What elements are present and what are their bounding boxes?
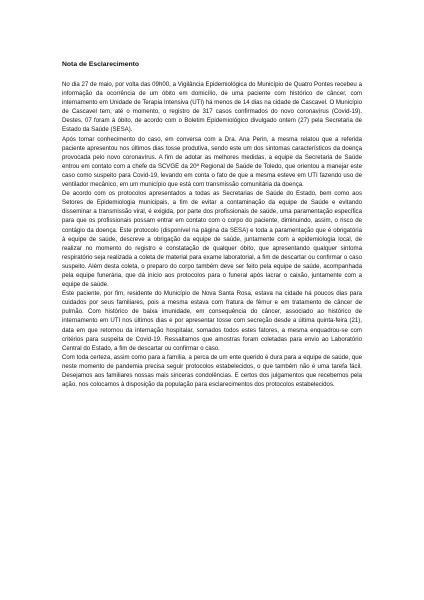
paragraph-4: Este paciente, por fim, residente do Município de Nova Santa Rosa, estava na cidade há poucos dias para cuidados por seus familiares, pois a mesma estava com fratura de fêmur e em tratamento de câncer de pulmão. Com histórico de baixa imunidade, em consequência do câncer, associado ao histórico de internamento em UTI nos últimos dias e por apresentar tosse com secreção desde a última quinta-feira (21), data em que retornou da internação hospitalar, somados todos estes fatores, a mesma enquadrou-se com critérios para suspeita de Covid-19. Ressaltamos que amostras foram coletadas para envio ao Laboratório Central do Estado, a fim de descartar ou confirmar o caso. [62, 290, 362, 352]
paragraph-5: Com toda certeza, assim como para a família, a perca de um ente querido é dura para a equipe de saúde, que neste momento de pandemia precisa seguir protocolos estabelecidos, o que também não é uma tarefa fácil. Desejamos aos familiares nossas mais sinceras condolências. E certos dos julgamentos que recebemos pela ação, nos colocamos à disposição da população para esclarecimentos dos protocolos estabelecidos. [62, 353, 362, 389]
document-title: Nota de Esclarecimento [62, 61, 140, 68]
paragraph-2: Após tomar conhecimento do caso, em conversa com a Dra. Ana Perin, a mesma relatou que a referida paciente apresentou nos últimos dias tosse produtiva, sendo este um dos sintomas característicos da doença provocada pelo novo coronavírus. A fim de adotar as melhores medidas, a equipe da Secretaria de Saúde entrou em contato com a chefe da SCVGE da 20ª Regional de Saúde de Toledo, que orientou a manejar este caso como suspeito para Covid-19, levando em conta o fato de que a mesma esteve em UTI fazendo uso de ventilador mecânico, em um município que está com transmissão comunitária da doença. [62, 135, 362, 189]
paragraph-3: De acordo com os protocolos apresentados a todas as Secretarias de Saúde do Estado, bem como aos Setores de Epidemiologia municipais, a fim de evitar a contaminação da equipe de Saúde e evitando disseminar a transmissão viral, é exigida, por parte dos profissionais de saúde, uma paramentação específica para que os profissionais possam entrar em contato com o corpo do paciente, diminuindo, assim, o risco de contágio da doença. Este protocolo (disponível na página da SESA) e toda a paramentação que é obrigatória à equipe de saúde, descreve a obrigação da equipe de saúde, juntamente com a epidemiologia local, de realizar no momento do registro e constatação de qualquer óbito, que apresentando qualquer sintoma respiratório seja realizada a coleta de material para exame laboratorial, a fim de descartar ou confirmar o caso suspeito. Além desta coleta, o preparo do corpo também deve ser feito pela equipe de saúde, acompanhada pela equipe funerária, que dá início aos protocolos para o funeral após lacrar o caixão, juntamente com a equipe de saúde. [62, 190, 362, 289]
paragraph-1: No dia 27 de maio, por volta das 09h00, a Vigilância Epidemiológica do Município de Quatro Pontes recebeu a informação da ocorrência de um óbito em domicílio, de uma paciente com histórico de câncer, com internamento em Unidade de Terapia Intensiva (UTI) há menos de 14 dias na cidade de Cascavel. O Município de Cascavel tem, até o momento, o registro de 317 casos confirmados do novo coronavírus (Covid-19). Destes, 07 foram à óbito, de acordo com o Boletim Epidemiológico divulgado ontem (27) pela Secretaria de Estado da Saúde (SESA). [62, 81, 362, 134]
